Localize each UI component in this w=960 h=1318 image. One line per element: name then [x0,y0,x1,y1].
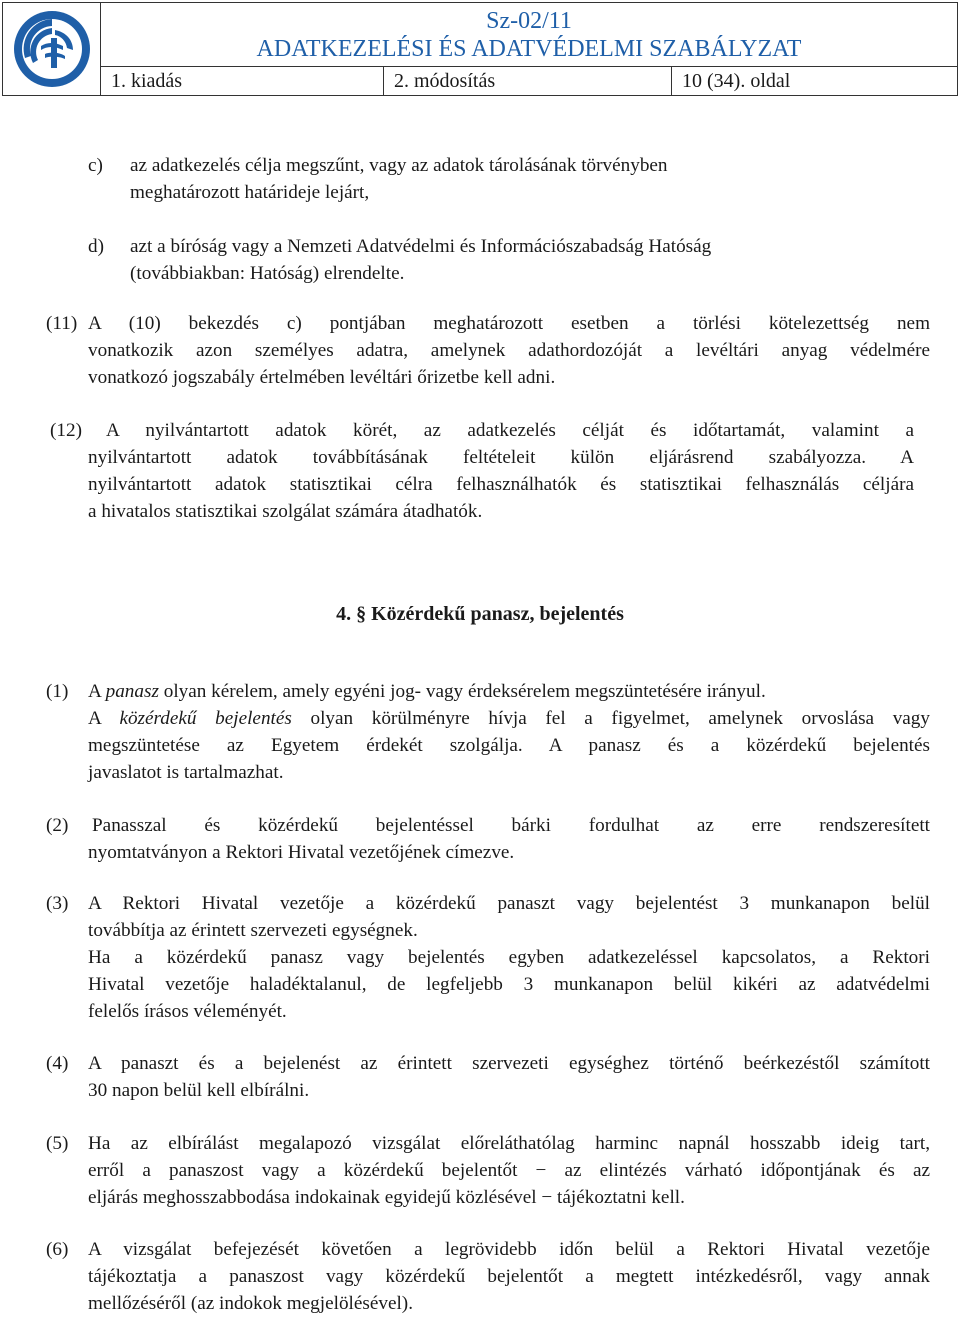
list-line: az adatkezelés célja megszűnt, vagy az adatok tárolásának törvényben [130,155,668,176]
list-line: meghatározott határideje lejárt, [130,182,370,203]
paragraph-line: megszüntetése az Egyetem érdekét szolgálja. A panasz és a közérdekű bejelentés [88,735,930,756]
university-logo-icon [11,8,93,90]
list-label: c) [88,155,103,176]
paragraph-label: (1) [46,681,69,702]
edition-cell: 1. kiadás [101,67,384,95]
document-header [2,2,958,96]
paragraph-line: tájékoztatja a panaszost vagy közérdekű bejelentőt a megtett intézkedésről, vagy annak [88,1266,930,1287]
paragraph-line: nyomtatványon a Rektori Hivatal vezetőjének címezve. [88,842,515,863]
text-run: A [88,681,106,702]
header-title-block [101,3,957,67]
list-item-d [88,233,908,287]
paragraph-line: A nyilvántartott adatok körét, az adatkezelés célját és időtartamát, valamint a [106,420,914,441]
paragraph-s4 [46,1050,930,1104]
paragraph-s1 [46,678,930,786]
term-panasz: panasz [105,681,159,702]
paragraph-12 [50,417,914,525]
paragraph-label: (12) [50,420,82,441]
text-run: A [88,708,120,729]
paragraph-line: Hivatal vezetője haladéktalanul, de legfeljebb 3 munkanapon belül kikéri az adatvédelmi [88,974,930,995]
paragraph-label: (4) [46,1053,69,1074]
paragraph-line [88,678,930,705]
paragraph-line: A vizsgálat befejezését követően a legrövidebb időn belül a Rektori Hivatal vezetője [88,1239,930,1260]
page-number-cell: 10 (34). oldal [682,69,791,92]
paragraph-line: a hivatalos statisztikai szolgálat számára átadhatók. [88,501,483,522]
paragraph-11 [46,310,930,391]
paragraph-line: vonatkozó jogszabály értelmében levéltári őrizetbe kell adni. [88,367,556,388]
paragraph-line: Ha az elbírálást megalapozó vizsgálat előreláthatólag harminc napnál hosszabb ideig tart, [88,1133,930,1154]
paragraph-label: (6) [46,1239,69,1260]
paragraph-line: Panasszal és közérdekű bejelentéssel bárki fordulhat az erre rendszeresített [92,815,930,836]
paragraph-s3 [46,890,930,1025]
paragraph-line: erről a panaszost vagy a közérdekű bejelentőt − az elintézés várható időpontjának és az [88,1160,930,1181]
paragraph-line: továbbítja az érintett szervezeti egységnek. [88,920,418,941]
doc-title: ADATKEZELÉSI ÉS ADATVÉDELMI SZABÁLYZAT [256,35,802,62]
list-label: d) [88,236,104,257]
paragraph-line: eljárás meghosszabbodása indokainak egyidejű közlésével − tájékoztatni kell. [88,1187,685,1208]
header-main [101,3,957,95]
text-run: olyan kérelem, amely egyéni jog- vagy érdeksérelem megszüntetésére irányul. [158,681,766,702]
doc-code: Sz-02/11 [486,7,572,34]
logo-cell [3,3,101,95]
paragraph-line: nyilvántartott adatok továbbításának feltételeit külön eljárásrend szabályozza. A [88,447,914,468]
section-title: 4. § Közérdekű panasz, bejelentés [336,603,624,625]
list-line: (továbbiakban: Hatóság) elrendelte. [130,263,405,284]
paragraph-s2 [46,812,930,866]
paragraph-line [88,705,930,732]
paragraph-s5 [46,1130,930,1211]
term-kozerdeku-bejelentes: közérdekű bejelentés [119,708,292,729]
revision-cell: 2. módosítás [384,67,672,95]
paragraph-line: A panaszt és a bejelenést az érintett szervezeti egységhez történő beérkezéstől számított [88,1053,930,1074]
paragraph-line: 30 napon belül kell elbírálni. [88,1080,310,1101]
paragraph-line: nyilvántartott adatok statisztikai célra felhasználhatók és statisztikai felhasználás céljára [88,474,914,495]
paragraph-s6 [46,1236,930,1317]
paragraph-line: felelős írásos véleményét. [88,1001,287,1022]
list-item-c [88,152,908,206]
paragraph-line: A Rektori Hivatal vezetője a közérdekű panaszt vagy bejelentést 3 munkanapon belül [88,893,930,914]
paragraph-line: A (10) bekezdés c) pontjában meghatározott esetben a törlési kötelezettség nem [88,313,930,334]
paragraph-label: (11) [46,313,78,334]
paragraph-line: javaslatot is tartalmazhat. [88,762,284,783]
text-run: olyan körülményre hívja fel a figyelmet, amelynek orvoslása vagy [291,708,930,729]
paragraph-line: vonatkozik azon személyes adatra, amelynek adathordozóját a levéltári anyag védelmére [88,340,930,361]
paragraph-label: (3) [46,893,69,914]
paragraph-line: mellőzéséről (az indokok megjelölésével). [88,1293,413,1314]
paragraph-line: Ha a közérdekű panasz vagy bejelentés egyben adatkezeléssel kapcsolatos, a Rektori [88,947,930,968]
list-line: azt a bíróság vagy a Nemzeti Adatvédelmi és Információszabadság Hatóság [130,236,712,257]
paragraph-label: (5) [46,1133,69,1154]
paragraph-label: (2) [46,815,69,836]
header-meta-row [101,67,957,95]
